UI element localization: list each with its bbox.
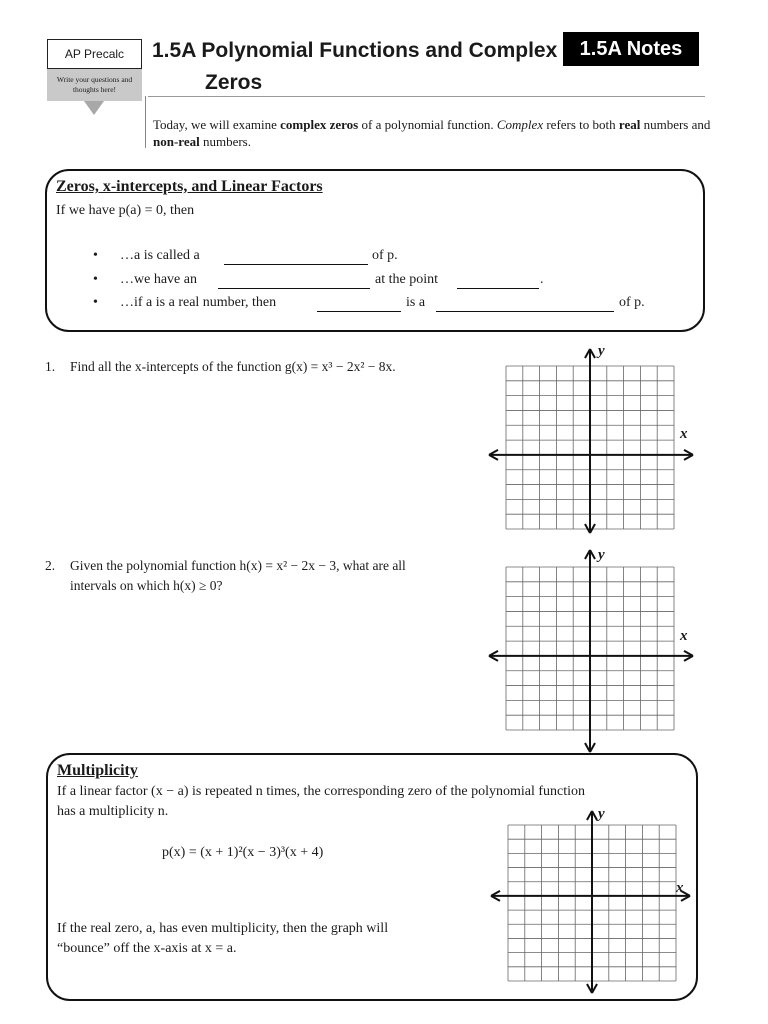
x-axis-label: x bbox=[680, 628, 688, 644]
y-axis-label: y bbox=[598, 343, 605, 359]
zeros-lead: If we have p(a) = 0, then bbox=[56, 203, 195, 218]
y-axis-label: y bbox=[598, 806, 605, 822]
bullet-dot: • bbox=[93, 248, 98, 263]
answer-blank[interactable] bbox=[457, 276, 539, 289]
multiplicity-note-line2: “bounce” off the x-axis at x = a. bbox=[57, 941, 237, 956]
multiplicity-formula: p(x) = (x + 1)²(x − 3)³(x + 4) bbox=[162, 845, 324, 860]
down-arrow-icon bbox=[84, 101, 104, 115]
bullet-dot: • bbox=[93, 295, 98, 310]
page-title-line2: Zeros bbox=[205, 71, 263, 94]
answer-blank[interactable] bbox=[218, 276, 370, 289]
bullet2-mid: at the point bbox=[375, 272, 438, 287]
coordinate-grid-3 bbox=[488, 808, 693, 996]
title-divider bbox=[148, 96, 705, 97]
problem-2-text-line1: Given the polynomial function h(x) = x² − 2x − 3, what are all bbox=[70, 558, 406, 573]
problem-2-text-line2: intervals on which h(x) ≥ 0? bbox=[70, 578, 223, 593]
problem-2-number: 2. bbox=[45, 558, 56, 573]
multiplicity-line1: If a linear factor (x − a) is repeated n times, the corresponding zero of the polynomial function bbox=[57, 784, 586, 799]
margin-note: Write your questions and thoughts here! bbox=[47, 69, 142, 101]
answer-blank[interactable] bbox=[436, 299, 614, 312]
margin-divider bbox=[145, 96, 146, 148]
multiplicity-line2: has a multiplicity n. bbox=[57, 804, 169, 819]
bullet2-text: …we have an bbox=[120, 272, 197, 287]
bullet3-mid: is a bbox=[406, 295, 426, 310]
coordinate-grid-1 bbox=[486, 346, 696, 536]
x-axis-label: x bbox=[676, 880, 684, 896]
intro-paragraph: Today, we will examine complex zeros of a polynomial function. Complex refers to both real numbers and non-real numbers. bbox=[153, 117, 711, 149]
bullet3-end: of p. bbox=[619, 295, 645, 310]
answer-blank[interactable] bbox=[317, 299, 401, 312]
x-axis-label: x bbox=[680, 426, 688, 442]
problem-1-number: 1. bbox=[45, 359, 56, 374]
bullet1-text: …a is called a bbox=[120, 248, 200, 263]
y-axis-label: y bbox=[598, 547, 605, 563]
bullet3-text: …if a is a real number, then bbox=[120, 295, 277, 310]
multiplicity-title: Multiplicity bbox=[57, 762, 138, 779]
course-label: AP Precalc bbox=[47, 39, 142, 69]
bullet-dot: • bbox=[93, 272, 98, 287]
answer-blank[interactable] bbox=[224, 252, 368, 265]
bullet1-end: of p. bbox=[372, 248, 398, 263]
coordinate-grid-2 bbox=[486, 547, 696, 755]
notes-badge: 1.5A Notes bbox=[563, 32, 699, 66]
problem-1-text: Find all the x-intercepts of the function g(x) = x³ − 2x² − 8x. bbox=[70, 359, 396, 374]
zeros-section-title: Zeros, x-intercepts, and Linear Factors bbox=[56, 178, 323, 195]
bullet2-end: . bbox=[540, 272, 544, 287]
multiplicity-note-line1: If the real zero, a, has even multiplicity, then the graph will bbox=[57, 921, 389, 936]
page-title-line1: 1.5A Polynomial Functions and Complex bbox=[152, 39, 558, 62]
